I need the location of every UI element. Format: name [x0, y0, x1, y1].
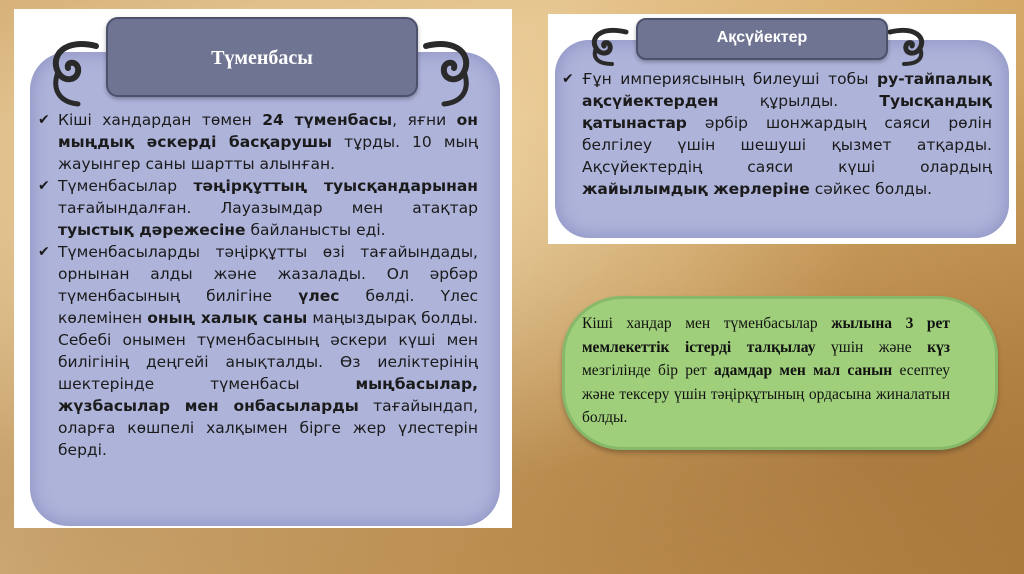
text-run: бөлді. Үлес көлемінен	[58, 287, 478, 327]
bold-text-run: адамдар мен мал санын	[714, 362, 893, 379]
bold-text-run: мыңбасылар, жүзбасылар мен онбасыларды	[58, 375, 478, 415]
checkmark-icon: ✔	[38, 178, 50, 194]
text-run: әрбір шонжардың саяси рөлін белгілеу үшін шешуші қызмет атқарды. Ақсүйектердің саяси күші олардың	[582, 114, 992, 176]
bold-text-run: үлес	[298, 287, 340, 305]
right-card-title: Ақсүйектер	[716, 29, 808, 46]
text-run: маңыздырақ болды. Себебі онымен түменбасының әскери күші мен билігінің деңгейі анықталды. Өз иеліктерінің шектерінде түменбасы	[58, 309, 478, 393]
left-card-title-banner	[106, 17, 418, 97]
text-run: үшін және	[815, 338, 928, 356]
checkmark-icon: ✔	[38, 244, 50, 260]
text-run: құрылды.	[718, 92, 880, 110]
text-run: Кіші хандар мен түменбасылар	[582, 315, 832, 332]
scroll-curl-right-icon	[418, 38, 478, 110]
text-run: Ғұн империясының билеуші тобы	[582, 70, 877, 88]
text-run: тұрды. 10 мың жауынгер саны шартты алынған.	[58, 133, 478, 173]
bold-text-run: туыстық дәрежесіне	[58, 221, 246, 239]
bold-text-run: күз	[927, 338, 950, 356]
text-run: , яғни	[392, 111, 457, 129]
bold-text-run: оның халық саны	[147, 309, 308, 327]
bold-text-run: жылына 3 рет мемлекеттік істерді талқылау	[582, 315, 950, 356]
bold-text-run: он мыңдық әскерді басқарушы	[58, 111, 478, 151]
bullet-item	[560, 68, 992, 200]
text-run: тағайындап, оларға көшпелі халқымен бірге жер үлестерін берді.	[58, 397, 478, 459]
checkmark-icon: ✔	[562, 71, 574, 87]
bold-text-run: ру-тайпалық ақсүйектерден	[582, 70, 992, 110]
text-run: Түменбасыларды тәңірқұтты өзі тағайындады, орнынан алды және жазалады. Ол әрбәр түменбасының билігіне	[58, 243, 478, 305]
right-card-text	[560, 68, 992, 200]
bullet-item	[36, 109, 478, 175]
green-note-text	[582, 312, 950, 430]
bold-text-run: жайылымдық жерлеріне	[582, 180, 810, 198]
text-run: Кіші хандардан төмен	[58, 111, 263, 129]
text-run: есептеу және тексеру үшін тәңірқұтының ордасына жиналатын болды.	[582, 362, 950, 426]
checkmark-icon: ✔	[38, 112, 50, 128]
bullet-item	[36, 241, 478, 461]
scroll-curl-left-icon	[586, 26, 632, 68]
bold-text-run: тәңірқұттың туысқандарынан	[193, 177, 478, 195]
text-run: мезгілінде бір рет	[582, 362, 714, 379]
right-card-title-banner	[636, 18, 888, 60]
text-run: тағайындалған. Лауазымдар мен атақтар	[58, 199, 478, 217]
text-run: сәйкес болды.	[809, 180, 933, 198]
left-card-title: Түменбасы	[211, 47, 313, 69]
bold-text-run: Туысқандық қатынастар	[582, 92, 992, 132]
bullet-item	[36, 175, 478, 241]
left-card-text	[36, 109, 478, 461]
text-run: Түменбасылар	[58, 177, 194, 195]
scroll-curl-left-icon	[44, 38, 104, 110]
bold-text-run: 24 түменбасы	[262, 111, 393, 129]
scroll-curl-right-icon	[884, 26, 930, 68]
text-run: байланысты еді.	[245, 221, 386, 239]
